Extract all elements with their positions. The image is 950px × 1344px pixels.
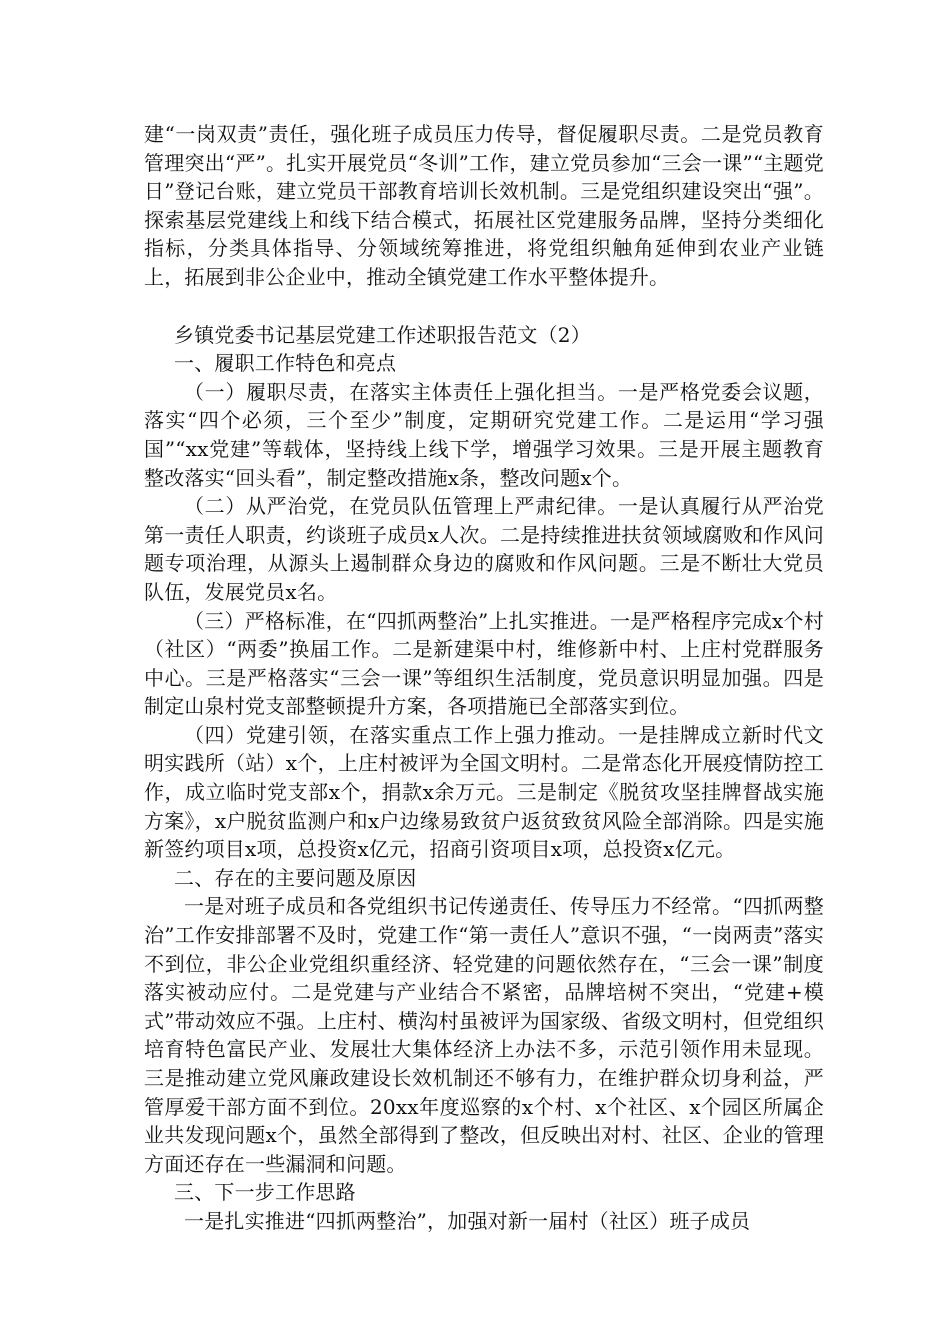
document-body <box>144 120 824 1236</box>
section1-item-4: （四）党建引领，在落实重点工作上强力推动。一是挂牌成立新时代文明实践所（站）x个，上庄村被评为全国文明村。二是常态化开展疫情防控工作，成立临时党支部x个，捐款x余万元。三是制定《脱贫攻坚挂牌督战实施方案》，x户脱贫监测户和x户边缘易致贫户返贫致贫风险全部消除。四是实施新签约项目x项，总投资x亿元，招商引资项目x项，总投资x亿元。 <box>144 722 824 862</box>
intro-paragraph: 建“一岗双责”责任，强化班子成员压力传导，督促履职尽责。二是党员教育管理突出“严”。扎实开展党员“冬训”工作，建立党员参加“三会一课”“主题党日”登记台账，建立党员干部教育培训长效机制。三是党组织建设突出“强”。探索基层党建线上和线下结合模式，拓展社区党建服务品牌，坚持分类细化指标，分类具体指导、分领域统筹推进，将党组织触角延伸到农业产业链上，拓展到非公企业中，推动全镇党建工作水平整体提升。 <box>144 122 824 289</box>
section2-paragraph: 一是对班子成员和各党组织书记传递责任、传导压力不经常。“四抓两整治”工作安排部署不及时，党建工作“第一责任人”意识不强，“一岗两责”落实不到位，非公企业党组织重经济、轻党建的问题依然存在，“三会一课”制度落实被动应付。二是党建与产业结合不紧密，品牌培树不突出，“党建+模式”带动效应不强。上庄村、横沟村虽被评为国家级、省级文明村，但党组织培育特色富民产业、发展壮大集体经济上办法不多，示范引领作用未显现。三是推动建立党风廉政建设长效机制还不够有力，在维护群众切身利益，严管厚爱干部方面不到位。20xx年度巡察的x个村、x个社区、x个园区所属企业共发现问题x个，虽然全部得到了整改，但反映出对村、社区、企业的管理方面还存在一些漏洞和问题。 <box>144 894 824 1176</box>
section-heading-2: 二、存在的主要问题及原因 <box>174 865 417 890</box>
section-heading-3: 三、下一步工作思路 <box>174 1180 356 1205</box>
section1-item-3: （三）严格标准，在“四抓两整治”上扎实推进。一是严格程序完成x个村（社区）“两委”换届工作。二是新建渠中村，维修新中村、上庄村党群服务中心。三是严格落实“三会一课”等组织生活制度，党员意识明显加强。四是制定山泉村党支部整顿提升方案，各项措施已全部落实到位。 <box>144 608 824 719</box>
section1-item-1: （一）履职尽责，在落实主体责任上强化担当。一是严格党委会议题，落实“四个必须，三个至少”制度，定期研究党建工作。二是运用“学习强国”“xx党建”等载体，坚持线上线下学，增强学习效果。三是开展主题教育整改落实“回头看”，制定整改措施x条，整改问题x个。 <box>144 379 824 490</box>
document-title: 乡镇党委书记基层党建工作述职报告范文（2） <box>174 322 591 347</box>
section1-item-2: （二）从严治党，在党员队伍管理上严肃纪律。一是认真履行从严治党第一责任人职责，约谈班子成员x人次。二是持续推进扶贫领域腐败和作风问题专项治理，从源头上遏制群众身边的腐败和作风问题。三是不断壮大党员队伍，发展党员x名。 <box>144 494 824 604</box>
section3-paragraph: 一是扎实推进“四抓两整治”，加强对新一届村（社区）班子成员 <box>184 1208 751 1233</box>
section-heading-1: 一、履职工作特色和亮点 <box>174 351 397 376</box>
